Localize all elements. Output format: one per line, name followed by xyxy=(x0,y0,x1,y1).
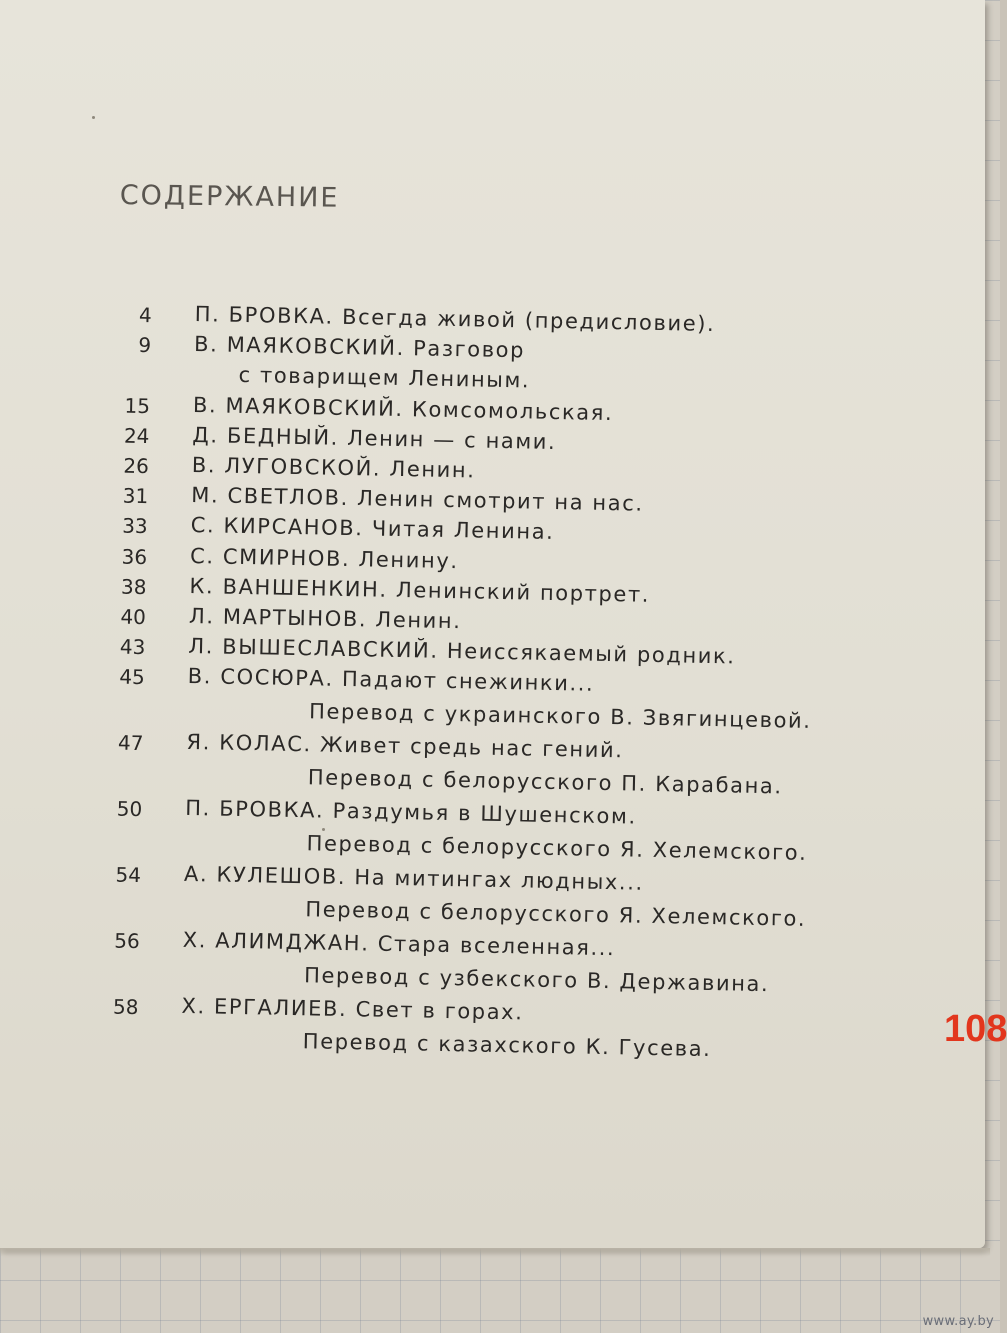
entry-continuation: Перевод с белорусского Я. Хелемского. xyxy=(305,897,807,932)
entry-title: Х. ЕРГАЛИЕВ. Свет в горах. xyxy=(181,994,524,1025)
entry-title: П. БРОВКА. Раздумья в Шушенском. xyxy=(185,796,637,829)
entry-continuation: Перевод с белорусского Я. Хелемского. xyxy=(306,831,808,866)
page-number: 4 xyxy=(138,302,152,328)
entry-title: Х. АЛИМДЖАН. Стара вселенная... xyxy=(182,928,616,961)
entry-title: Л. МАРТЫНОВ. Ленин. xyxy=(188,603,462,634)
page-heading: СОДЕРЖАНИЕ xyxy=(119,180,340,214)
entry-title: Л. ВЫШЕСЛАВСКИЙ. Неиссякаемый родник. xyxy=(188,634,736,669)
page-folio-number: 108 xyxy=(944,1008,1007,1050)
entry-title: Д. БЕДНЫЙ. Ленин — с нами. xyxy=(192,422,557,454)
entry-continuation: Перевод с казахского К. Гусева. xyxy=(302,1029,712,1062)
table-of-contents xyxy=(75,300,969,1075)
entry-title: Я. КОЛАС. Живет средь нас гений. xyxy=(186,730,624,763)
entry-title: В. МАЯКОВСКИЙ. Разговор xyxy=(193,332,526,363)
page-number: 40 xyxy=(120,604,147,630)
page-number: 33 xyxy=(121,513,148,539)
entry-title: В. МАЯКОВСКИЙ. Комсомольская. xyxy=(192,392,614,425)
page-number: 9 xyxy=(138,333,152,358)
entry-title: М. СВЕТЛОВ. Ленин смотрит на нас. xyxy=(191,483,644,516)
page-number: 56 xyxy=(114,928,140,954)
watermark: www.ay.by xyxy=(922,1314,994,1329)
page-number: 36 xyxy=(121,544,148,569)
page-number: 38 xyxy=(120,574,147,599)
page-number: 47 xyxy=(117,730,144,756)
entry-title: А. КУЛЕШОВ. На митингах людных... xyxy=(183,862,644,895)
entry-continuation: Перевод с узбекского В. Державина. xyxy=(303,963,770,997)
page-number: 31 xyxy=(122,483,149,509)
page-number: 26 xyxy=(123,453,150,479)
page-number: 15 xyxy=(124,393,151,418)
page-number: 54 xyxy=(115,862,142,888)
entry-title: П. БРОВКА. Всегда живой (предисловие). xyxy=(194,302,716,337)
page-edge-shadow xyxy=(0,1248,990,1256)
entry-title: С. СМИРНОВ. Ленину. xyxy=(189,543,459,573)
entry-continuation: Перевод с украинского В. Звягинцевой. xyxy=(308,699,812,734)
entry-title: В. СОСЮРА. Падают снежинки... xyxy=(187,664,595,696)
entry-continuation: Перевод с белорусского П. Карабана. xyxy=(307,765,783,799)
page-number: 50 xyxy=(116,796,143,822)
page-number: 43 xyxy=(119,634,146,660)
entry-title: В. ЛУГОВСКОЙ. Ленин. xyxy=(191,452,476,483)
page-number: 58 xyxy=(112,994,139,1020)
paper-speck xyxy=(92,116,95,119)
entry-title: С. КИРСАНОВ. Читая Ленина. xyxy=(190,513,555,545)
page-number: 45 xyxy=(119,664,145,690)
page-number: 24 xyxy=(123,423,150,448)
entry-continuation: с товарищем Лениным. xyxy=(238,363,531,393)
entry-title: К. ВАНШЕНКИН. Ленинский портрет. xyxy=(189,573,651,607)
